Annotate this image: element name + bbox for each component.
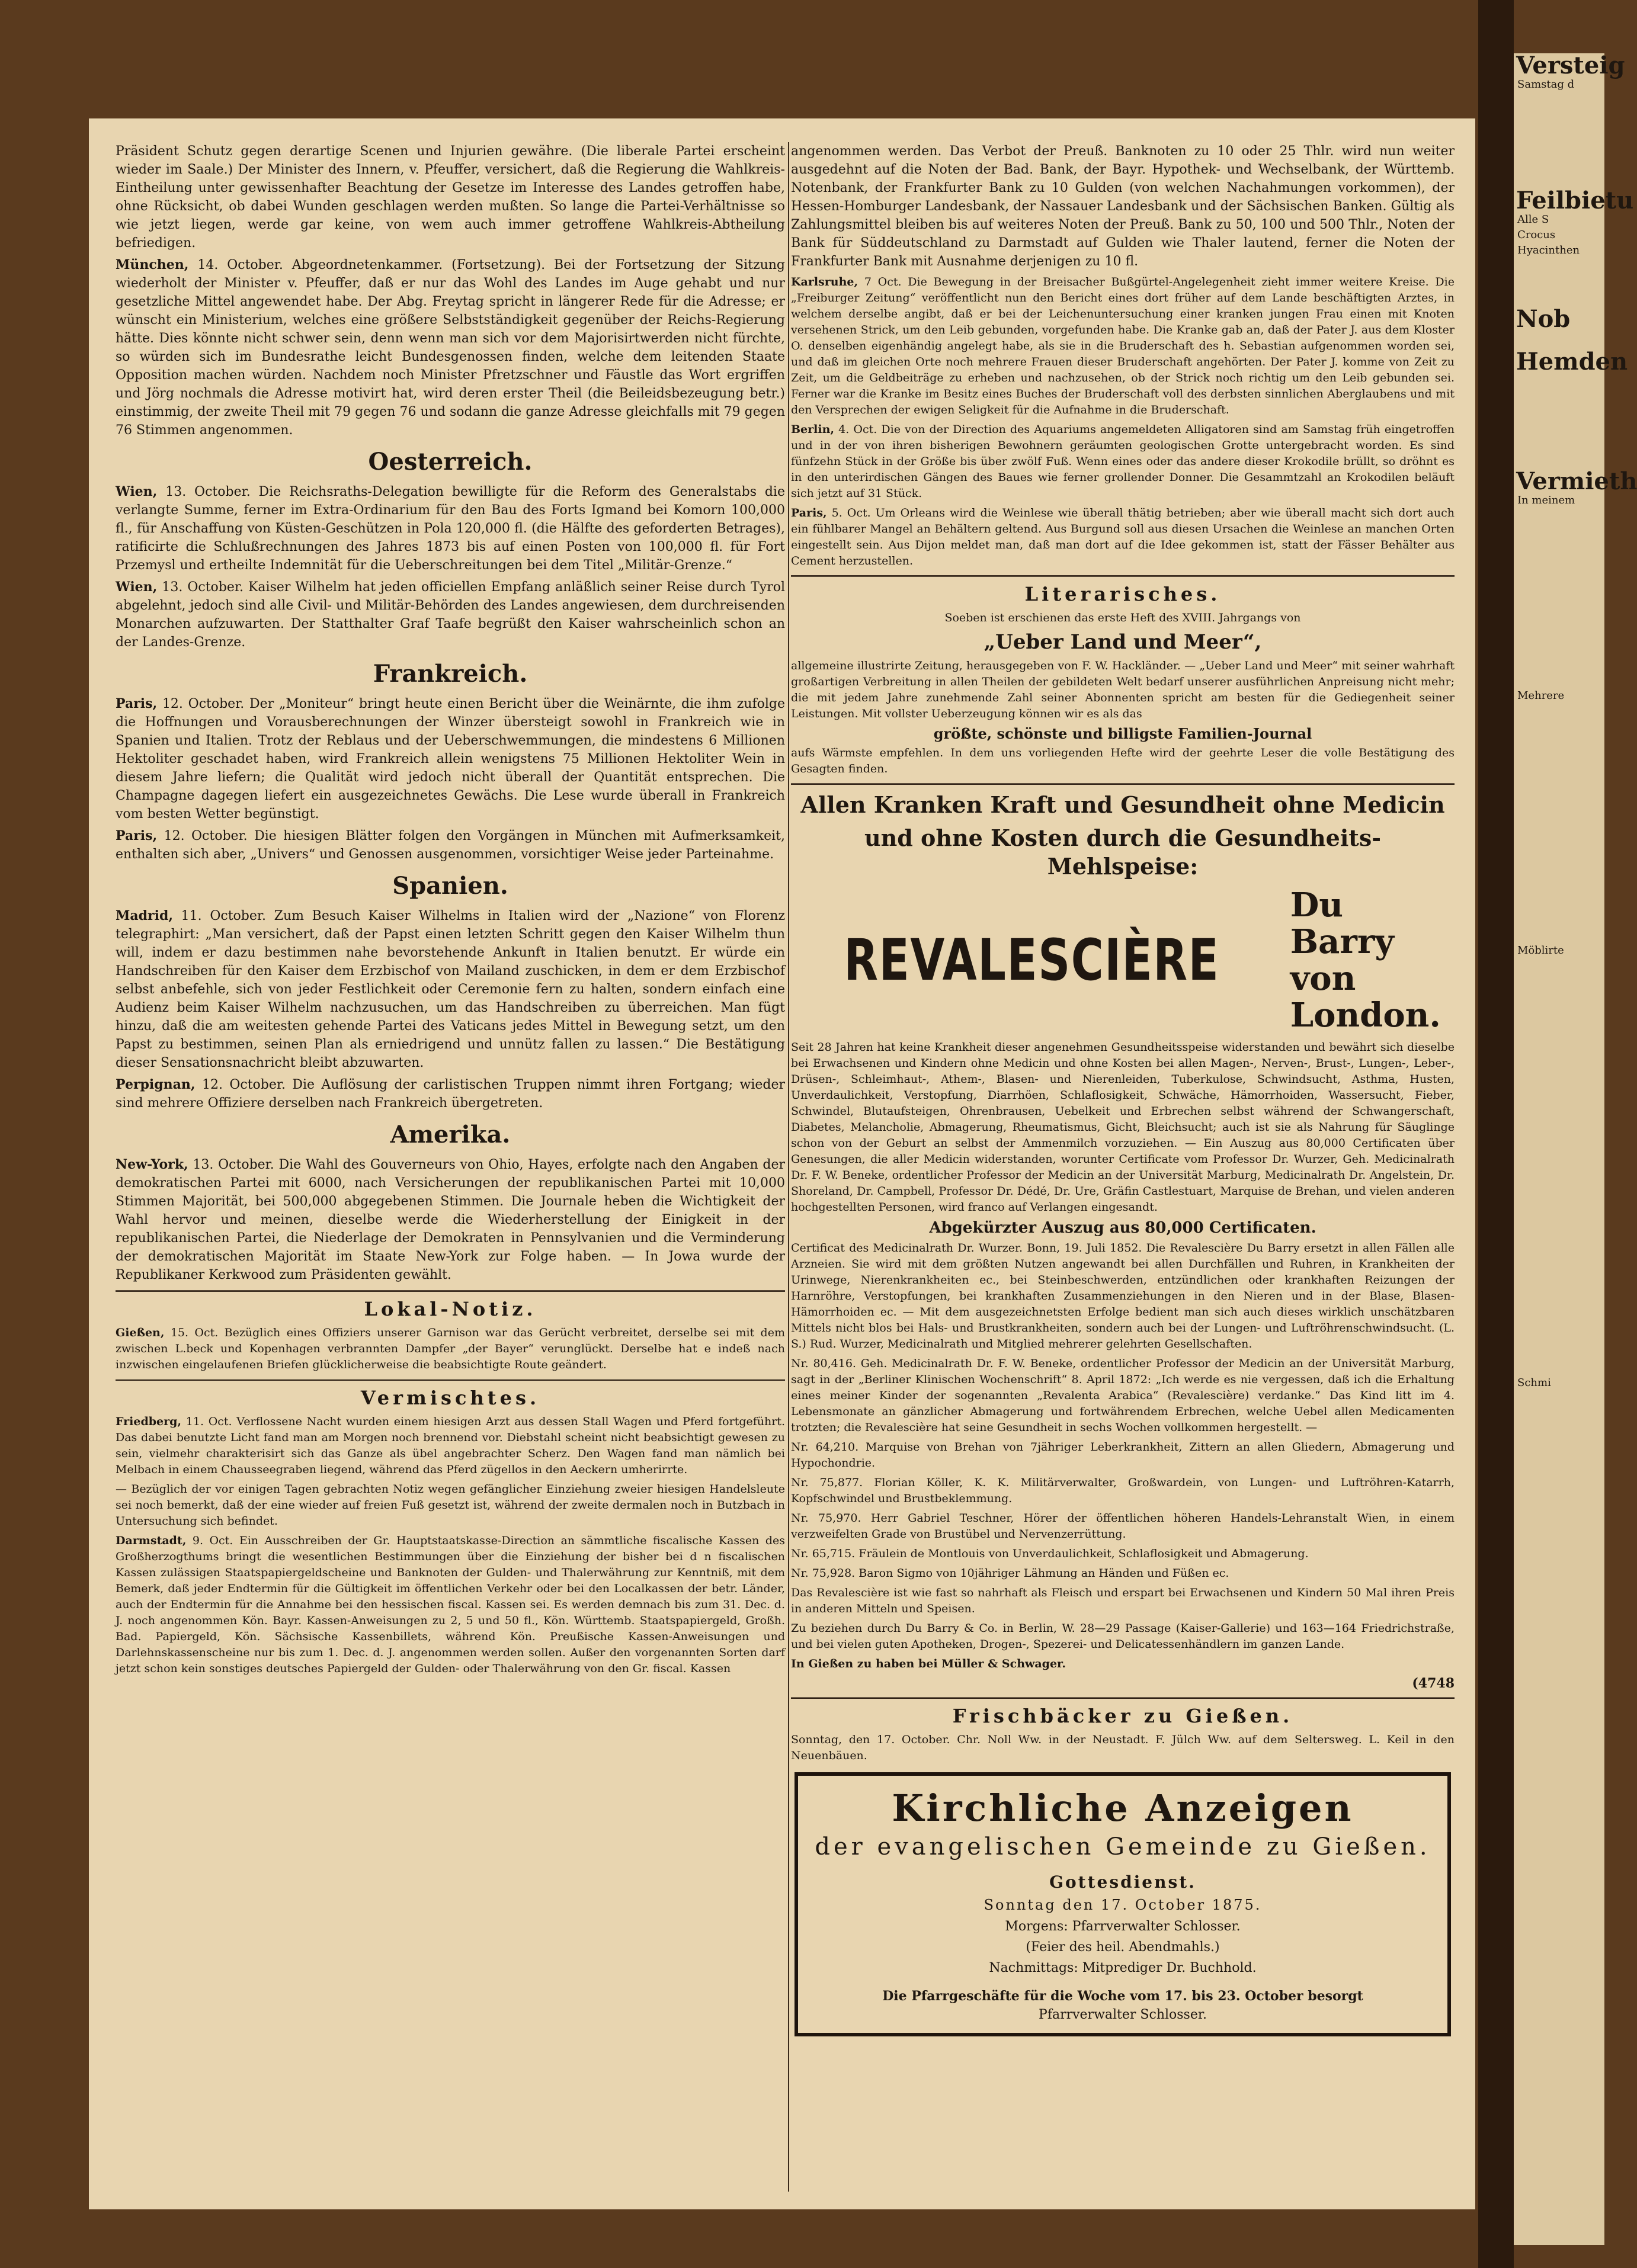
next-fragment: Samstag d xyxy=(1517,78,1575,91)
ad-headline: Allen Kranken Kraft und Gesundheit ohne Medicin xyxy=(800,791,1445,818)
next-fragment: Mehrere xyxy=(1517,689,1565,702)
next-fragment: Schmi xyxy=(1517,1377,1551,1389)
article-paragraph xyxy=(116,827,785,864)
article-paragraph xyxy=(116,483,785,575)
church-footer: Pfarrverwalter Schlosser. xyxy=(1039,2007,1207,2022)
ad-paragraph: Nr. 75,877. Florian Köller, K. K. Militärverwalter, Großwardein, von Lungen- und Luftröhren-Katarrh, Kopfschwindel und Brustbeklemmung. xyxy=(791,1476,1455,1505)
church-subtitle: der evangelischen Gemeinde zu Gießen. xyxy=(815,1833,1431,1860)
article-text: 9. Oct. Ein Ausschreiben der Gr. Hauptstaatskasse-Direction an sämmtliche fiscalische Kassen des Großherzogthums bringt die wesentlichen Bestimmungen über die Einziehung der bisher bei d n fiscalischen Kassen zulässigen Staatspapiergeldscheine und Banknoten der Gulden- und Thalerwährung zur Kenntniß, mit dem Bemerk, daß jeder Endtermin für die Gültigkeit im öffentlichen Verkehr oder bei den Localkassen der betr. Länder, auch der Endtermin für die Annahme bei den hessischen fiscal. Kassen sei. Es werden demnach bis zum 31. Dec. d. J. noch angenommen Kön. Bayr. Kassen-Anweisungen zu 2, 5 und 50 fl., Kön. Württemb. Staatspapiergeld, Großh. Bad. Papiergeld, Kön. Sächsische Kassenbillets, während Kön. Preußische Kassen-Anweisungen und Darlehnskassenscheine nur bis zum 1. Dec. d. J. angenommen werden sollen. Außer den vorgenannten Sorten darf jetzt schon kein sonstiges deutsches Papiergeld der Gulden- oder Thalerwährung von den Gr. fiscal. Kassen xyxy=(116,1534,786,1675)
dateline: Karlsruhe, xyxy=(791,275,858,288)
article-text: 12. October. Die Auflösung der carlistischen Truppen nimmt ihren Fortgang; wieder sind mehrere Offiziere derselben nach Frankreich übergetreten. xyxy=(116,1077,785,1111)
article-paragraph xyxy=(116,1414,785,1478)
ad-paragraph: Nr. 80,416. Geh. Medicinalrath Dr. F. W. Beneke, ordentlicher Professor der Medicin an der Universität Marburg, sagt in der „Berliner Klinischen Wochenschrift“ 8. April 1872: „Ich werde es nie vergessen, daß ich die Erhaltung eines meiner Kinder der sogenannten „Revalenta Arabica“ (Revalescière) verdanke.“ Das Kind litt im 4. Lebensmonate an gänzlicher Abmagerung und fortwährendem Erbrechen, welche Uebel allen Medicamenten trotzten; die Revalescière hat seine Gesundheit in sechs Wochen vollkommen hergestellt. — xyxy=(791,1357,1455,1434)
dateline: New-York, xyxy=(116,1157,188,1172)
next-fragment: Möblirte xyxy=(1517,944,1564,957)
article-paragraph xyxy=(116,907,785,1072)
church-service-heading: Gottesdienst. xyxy=(1049,1872,1196,1892)
divider xyxy=(791,1697,1455,1699)
ad-paragraph: Seit 28 Jahren hat keine Krankheit dieser angenehmen Gesundheitsspeise widerstanden und bewährt sich dieselbe bei Erwachsenen und Kindern ohne Medicin und ohne Kosten bei allen Magen-, Nerven-, Brust-, Lungen-, Leber-, Drüsen-, Schleimhaut-, Athem-, Blasen- und Nierenleiden, Tuberkulose, Schwindsucht, Asthma, Husten, Unverdaulichkeit, Verstopfung, Diarrhöen, Schlaflosigkeit, Schwäche, Hämorrhoiden, Wassersucht, Fieber, Schwindel, Blutaufsteigen, Ohrenbrausen, Uebelkeit und Erbrechen selbst während der Schwangerschaft, Diabetes, Melancholie, Abmagerung, Rheumatismus, Gicht, Bleichsucht; auch ist sie als Nahrung für Säuglinge schon von der Geburt an selbst der Ammenmilch vorzuziehen. — Ein Auszug aus 80,000 Certificaten über Genesungen, die aller Medicin widerstanden, worunter Certificate vom Professor Dr. Wurzer, Geh. Medicinalrath Dr. F. W. Beneke, ordentlicher Professor der Medicin an der Universität Marburg, Medicinalrath Dr. Angelstein, Dr. Shoreland, Dr. Campbell, Professor Dr. Dédé, Dr. Ure, Gräfin Castlestuart, Marquise de Brehan, und vielen anderen hochgestellten Personen, wird franco auf Verlangen eingesandt. xyxy=(791,1041,1455,1214)
article-paragraph: allgemeine illustrirte Zeitung, herausgegeben von F. W. Hackländer. — „Ueber Land und Meer“ mit seiner wahrhaft großartigen Verbreitung in allen Theilen der gebildeten Welt bedarf unserer ausführlichen Anpreisung nicht mehr; die mit jedem Jahre zunehmende Zahl seiner Abonnenten spricht am besten für die Gediegenheit seiner Leistungen. Mit vollster Ueberzeugung können wir es als das xyxy=(791,659,1455,720)
article-text: 7 Oct. Die Bewegung in der Breisacher Bußgürtel-Angelegenheit zieht immer weitere Kreise. Die „Freiburger Zeitung“ veröffentlicht nun den Bericht eines dort früher auf dem Lande beschäftigten Arztes, in welchem derselbe angibt, daß er bei der Leichenuntersuchung einer kranken jungen Frau einen mit Knoten versehenen Strick, um den Leib gebunden, vorgefunden habe. Die Kranke gab an, daß der Pater J. aus dem Kloster O. denselben eigenhändig angelegt habe, als sie in die Bruderschaft des h. Sebastian aufgenommen worden sei, und daß im gleichen Orte noch mehrere Frauen dieser Bruderschaft angehörten. Der Pater J. komme von Zeit zu Zeit, um die Geldbeiträge zu erheben und nachzusehen, ob der Strick noch richtig um den Leib gebunden sei. Ferner war die Kranke im Besitz eines Buches der Bruderschaft voll des derbsten sinnlichen Aberglaubens und mit den Versprechen der ewigen Seligkeit für die Aufnahme in die Bruderschaft. xyxy=(791,275,1455,416)
section-heading: Frischbäcker zu Gießen. xyxy=(952,1705,1293,1727)
dateline: Madrid, xyxy=(116,908,173,923)
dateline: Gießen, xyxy=(116,1326,165,1339)
article-text: 12. October. Der „Moniteur“ bringt heute einen Bericht über die Weinärnte, die ihm zufolge die Hoffnungen und Vorausberechnungen der Winzer übersteigt sowohl in Frankreich wie in Spanien und Italien. Trotz der Reblaus und der Ueberschwemmungen, die mindestens 6 Millionen Hektoliter geschadet haben, wird Frankreich allein wenigstens 75 Millionen Hektoliter Wein in diesem Jahre liefern; die Qualität wird jedoch nicht überall der Quantität entsprechen. Die Champagne dagegen liefert ein ausgezeichnetes Gewächs. Die Lese wurde überall in Frankreich vom besten Wetter begünstigt. xyxy=(116,697,785,822)
ad-brand-line: Du Barry xyxy=(1290,886,1394,961)
article-text: 4. Oct. Die von der Direction des Aquariums angemeldeten Alligatoren sind am Samstag früh eingetroffen und in der von ihren bisherigen Bewohnern geräumten geologischen Grotte untergebracht worden. Es sind fünfzehn Stück in der Größe bis über zwölf Fuß. Wenn eines oder das andere dieser Krokodile brüllt, so dröhnt es in den unterirdischen Gängen des Baues wie ferner grollender Donner. Die Gesammtzahl an Krokodilen beläuft sich jetzt auf 31 Stück. xyxy=(791,423,1455,500)
divider xyxy=(116,1290,785,1292)
church-footer: Die Pfarrgeschäfte für die Woche vom 17. bis 23. October besorgt xyxy=(882,1988,1363,2004)
church-date: Sonntag den 17. October 1875. xyxy=(984,1897,1262,1913)
article-paragraph xyxy=(791,422,1455,502)
dateline: Darmstadt, xyxy=(116,1534,187,1547)
ad-brand-line: von London. xyxy=(1290,959,1441,1035)
article-text: 14. October. Abgeordnetenkammer. (Fortsetzung). Bei der Fortsetzung der Sitzung wiederholt der Minister v. Pfeuffer, daß er nur das Wohl des Landes im Auge gehabt und nur gesetzliche Mittel angewendet habe. Der Abg. Freytag spricht in längerer Rede für die Adresse; er wünscht ein Ministerium, welches eine größere Selbstständigkeit gegenüber der Reichs-Regierung hätte. Dies könnte nicht schwer sein, denn wenn man sich vor dem Majorisirtwerden nicht fürchte, so würden sich im Bundesrathe leicht Bundesgenossen finden, welche dem leitenden Staate Opposition machen würden. Nachdem noch Minister Pfretzschner und Fäustle das Wort ergriffen und Jörg nochmals die Adresse motivirt hat, wird deren erster Theil (die Beileidsbezeugung betr.) einstimmig, der zweite Theil mit 79 gegen 76 und sodann die ganze Adresse gleichfalls mit 79 gegen 76 Stimmen angenommen. xyxy=(116,258,785,438)
ad-paragraph: Certificat des Medicinalrath Dr. Wurzer. Bonn, 19. Juli 1852. Die Revalescière Du Barry ersetzt in allen Fällen alle Arzneien. Sie wird mit dem größten Nutzen angewandt bei allen Durchfällen und Ruhren, in Krankheiten der Urinwege, Nierenkrankheiten ec., bei Steinbeschwerden, entzündlichen oder krankhaften Reizungen der Harnröhre, Verstopfungen, bei krankhaften Zusammenziehungen in den Nieren und in der Blase, Blasen-Hämorrhoiden ec. — Mit dem ausgezeichnetsten Erfolge bedient man sich auch dieses wirklich unschätzbaren Mittels nicht blos bei Hals- und Brustkrankheiten, sondern auch bei der Lungen- und Luftröhrenschwindsucht. (L. S.) Rud. Wurzer, Medicinalrath und Mitglied mehrerer gelehrten Gesellschaften. xyxy=(791,1242,1455,1350)
ad-brand xyxy=(791,887,1455,1034)
ad-paragraph: Nr. 65,715. Fräulein de Montlouis von Unverdaulichkeit, Schlaflosigkeit und Abmagerung. xyxy=(791,1547,1309,1560)
next-fragment: Alle S xyxy=(1517,213,1549,226)
article-paragraph: — Bezüglich der vor einigen Tagen gebrachten Notiz wegen gefänglicher Einziehung zweier hiesigen Handelsleute sei noch bemerkt, daß der eine wieder auf freien Fuß gesetzt ist, während der zweite dermalen noch in Butzbach in Untersuchung sich befindet. xyxy=(116,1483,785,1528)
ad-paragraph: Nr. 75,928. Baron Sigmo von 10jähriger Lähmung an Händen und Füßen ec. xyxy=(791,1567,1229,1580)
dateline: Wien, xyxy=(116,484,158,499)
next-fragment: Hyacinthen xyxy=(1517,244,1580,256)
lit-highlight: größte, schönste und billigste Familien-Journal xyxy=(933,725,1312,742)
church-title: Kirchliche Anzeigen xyxy=(892,1786,1354,1830)
next-fragment: Crocus xyxy=(1517,229,1556,241)
ad-paragraph: In Gießen zu haben bei Müller & Schwager. xyxy=(791,1657,1066,1670)
next-fragment: Nob xyxy=(1516,305,1571,333)
dateline: Paris, xyxy=(116,696,158,711)
article-text: 12. October. Die hiesigen Blätter folgen den Vorgängen in München mit Aufmerksamkeit, enthalten sich aber, „Univers“ und Genossen ausgenommen, vorsichtiger Weise jeder Parteinahme. xyxy=(116,829,785,862)
binding-gutter xyxy=(1478,0,1514,2268)
ad-paragraph: Das Revalescière ist wie fast so nahrhaft als Fleisch und erspart bei Erwachsenen und Kindern 50 Mal ihren Preis in anderen Mitteln und Speisen. xyxy=(791,1586,1455,1615)
section-heading: Lokal-Notiz. xyxy=(364,1298,537,1320)
next-fragment: Hemden xyxy=(1516,348,1628,376)
left-column xyxy=(116,142,785,2192)
section-heading: Vermischtes. xyxy=(360,1387,540,1409)
lit-title: „Ueber Land und Meer“, xyxy=(984,630,1262,654)
right-column xyxy=(791,142,1455,2192)
article-paragraph xyxy=(116,695,785,823)
article-paragraph: angenommen werden. Das Verbot der Preuß. Banknoten zu 10 oder 25 Thlr. wird nun weiter ausgedehnt auf die Noten der Bad. Bank, der Bayr. Hypothek- und Wechselbank, der Württemb. Notenbank, der Frankfurter Bank zu 10 Gulden (von welchen Nachahmungen vorkommen), der Hessen-Homburger Landesbank, der Nassauer Landesbank und der Sächsischen Banken. Gültig als Zahlungsmittel bleiben bis auf weiteres Noten der Preuß. Bank zu 50, 100 und 500 Thlr., Noten der Bank für Süddeutschland zu Darmstadt auf Gulden wie Thaler lautend, ferner die Noten der Frankfurter Bank mit Ausnahme derjenigen zu 10 fl. xyxy=(791,144,1455,269)
ad-paragraph: Nr. 75,970. Herr Gabriel Teschner, Hörer der öffentlichen höheren Handels-Lehranstalt Wien, in einem verzweifelten Grade von Brustübel und Nervenzerrüttung. xyxy=(791,1512,1455,1541)
dateline: Perpignan, xyxy=(116,1077,196,1092)
dateline: München, xyxy=(116,257,189,272)
section-heading: Spanien. xyxy=(392,872,508,900)
dateline: Paris, xyxy=(791,506,827,519)
next-fragment: Vermieth xyxy=(1516,467,1637,495)
article-paragraph: Soeben ist erschienen das erste Heft des XVIII. Jahrgangs von xyxy=(944,611,1301,624)
column-rule xyxy=(788,142,789,2192)
article-text: 15. Oct. Bezüglich eines Offiziers unserer Garnison war das Gerücht verbreitet, derselbe sei mit dem zwischen L.beck und Kopenhagen verbrannten Dampfer „der Bayer“ verunglückt. Derselbe hat e indeß nach inzwischen eingelaufenen Briefen glücklicherweise die beabsichtigte Route geändert. xyxy=(116,1326,785,1371)
article-text: 11. October. Zum Besuch Kaiser Wilhelms in Italien wird der „Nazione“ von Florenz telegraphirt: „Man versichert, daß der Papst einen letzten Schritt gegen den Kaiser Wilhelm thun will, indem er dazu bestimmen nahe bevorstehende Ankunft in Italien benutzt. Er würde ein Handschreiben für den Kaiser dem Erzbischof von Mailand zuschicken, in dem er dem Erzbischof selbst anbefehle, sich von jeder Festlichkeit oder Ceremonie fern zu halten, sondern einfach eine Audienz beim Kaiser Wilhelm nachzusuchen, um das Handschreiben zu überreichen. Man fügt hinzu, daß die am weitesten gehende Partei des Vaticans jedes Mittel in Bewegung setzt, um den Papst zu bestimmen, seinen Plan als erniedrigend und unnütz fallen zu lassen.“ Die Bestätigung dieser Sensationsnachricht bleibt abzuwarten. xyxy=(116,909,785,1070)
article-text: 11. Oct. Verflossene Nacht wurden einem hiesigen Arzt aus dessen Stall Wagen und Pferd fortgeführt. Das dabei benutzte Licht fand man am Morgen noch brennend vor. Diebstahl scheint nicht beabsichtigt gewesen zu sein, vielmehr charakterisirt sich das Ganze als übel angebrachter Scherz. Den Wagen fand man nämlich bei Melbach in einem Chausseegraben liegend, während das Pferd zügellos in den Aeckern umherirrte. xyxy=(116,1415,785,1476)
article-paragraph xyxy=(116,578,785,652)
ad-paragraph: Nr. 64,210. Marquise von Brehan von 7jähriger Leberkrankheit, Zittern an allen Gliedern, Abmagerung und Hypochondrie. xyxy=(791,1441,1455,1470)
ad-headline: und ohne Kosten durch die Gesundheits-Mehlspeise: xyxy=(864,825,1381,880)
divider xyxy=(116,1379,785,1381)
ad-brand-origin xyxy=(1290,887,1455,1034)
section-heading: Amerika. xyxy=(390,1121,511,1149)
article-paragraph xyxy=(116,256,785,440)
ad-number: (4748 xyxy=(1412,1676,1455,1691)
church-row: Nachmittags: Mitprediger Dr. Buchhold. xyxy=(989,1961,1257,1975)
dateline: Wien, xyxy=(116,579,158,595)
section-heading: Frankreich. xyxy=(373,660,528,688)
article-paragraph: Präsident Schutz gegen derartige Scenen und Injurien gewähre. (Die liberale Partei erscheint wieder im Saale.) Der Minister des Innern, v. Pfeuffer, versichert, daß die Regierung die Wahlkreis-Eintheilung unter gewissenhafter Beachtung der Gesetze im Interesse des Landes getroffen habe, ohne Rücksicht, ob dabei Wunden geschlagen werden mußten. So lange die Partei-Verhältnisse so wie jetzt liegen, werde gar keine, von wem auch immer getroffene Wahlkreis-Abtheilung befriedigen. xyxy=(116,144,785,251)
dateline: Friedberg, xyxy=(116,1415,182,1428)
next-fragment: Feilbietu xyxy=(1516,187,1634,214)
article-text: 13. October. Kaiser Wilhelm hat jeden officiellen Empfang anläßlich seiner Reise durch Tyrol abgelehnt, jedoch sind alle Civil- und Militär-Behörden des Landes angewiesen, dem durchreisenden Monarchen aufzuwarten. Der Statthalter Graf Taafe begrüßt den Kaiser wahrscheinlich schon an der Landes-Grenze. xyxy=(116,580,785,650)
next-fragment: Versteig xyxy=(1516,52,1625,79)
ad-brand-name: REVALESCIÈRE xyxy=(844,927,1220,993)
article-paragraph xyxy=(116,1325,785,1373)
article-paragraph xyxy=(791,274,1455,418)
divider xyxy=(791,783,1455,785)
section-heading: Literarisches. xyxy=(1024,583,1221,605)
church-row: Morgens: Pfarrverwalter Schlosser. xyxy=(1005,1919,1241,1934)
article-paragraph: Sonntag, den 17. October. Chr. Noll Ww. in der Neustadt. F. Jülch Ww. auf dem Seltersweg. L. Keil in den Neuenbäuen. xyxy=(791,1733,1455,1762)
article-text: 5. Oct. Um Orleans wird die Weinlese wie überall thätig betrieben; aber wie überall macht sich dort auch ein fühlbarer Mangel an Behältern geltend. Aus Burgund soll aus diesen Ursachen die Weinlese an manchen Orten eingestellt sein. Aus Dijon meldet man, daß man dort auf die Idee gekommen ist, statt der Fässer Behälter aus Cement herzustellen. xyxy=(791,506,1455,567)
article-text: 13. October. Die Wahl des Gouverneurs von Ohio, Hayes, erfolgte nach den Angaben der demokratischen Partei mit 6000, nach Versicherungen der republikanischen Partei mit 10,000 Stimmen Majorität, bei 500,000 abgegebenen Stimmen. Die Journale heben die Wichtigkeit der Wahl hervor und meinen, dieselbe werde die Wiederherstellung der Einigkeit in der republikanischen Partei, die Niederlage der Demokraten in Pennsylvanien und die Verminderung der demokratischen Majorität im Staate New-York zur Folge haben. — In Jowa wurde der Republikaner Kerkwood zum Präsidenten gewählt. xyxy=(116,1157,785,1282)
church-notice-box xyxy=(795,1772,1451,2036)
next-fragment: In meinem xyxy=(1517,494,1575,506)
article-paragraph xyxy=(791,505,1455,569)
article-paragraph: aufs Wärmste empfehlen. In dem uns vorliegenden Hefte wird der geehrte Leser die volle Bestätigung des Gesagten finden. xyxy=(791,746,1455,775)
dateline: Paris, xyxy=(116,828,158,843)
adjacent-page-fragment xyxy=(1514,52,1637,2245)
church-row: (Feier des heil. Abendmahls.) xyxy=(1026,1940,1220,1955)
article-paragraph xyxy=(116,1076,785,1112)
section-heading: Oesterreich. xyxy=(368,448,533,476)
ad-paragraph: Zu beziehen durch Du Barry & Co. in Berlin, W. 28—29 Passage (Kaiser-Gallerie) und 163—164 Friedrichstraße, und bei vielen guten Apotheken, Drogen-, Spezerei- und Delicatessenhändlern im ganzen Lande. xyxy=(791,1622,1455,1651)
divider xyxy=(791,575,1455,577)
ad-subheading: Abgekürzter Auszug aus 80,000 Certificaten. xyxy=(929,1219,1316,1237)
article-paragraph xyxy=(116,1533,785,1677)
article-text: 13. October. Die Reichsraths-Delegation bewilligte für die Reform des Generalstabs die verlangte Summe, ferner im Extra-Ordinarium für den Bau des Forts Igmand bei Komorn 100,000 fl., für Anschaffung von Küsten-Geschützen in Pola 120,000 fl. (die Hälfte des geforderten Betrages), ratificirte die Schlußrechnungen des Jahres 1873 bis auf einen Posten von 100,000 fl. für Fort Przemysl und ertheilte Indemnität für die Ueberschreitungen bei dem Titel „Militär-Grenze.“ xyxy=(116,485,785,573)
dateline: Berlin, xyxy=(791,423,835,436)
article-paragraph xyxy=(116,1156,785,1284)
